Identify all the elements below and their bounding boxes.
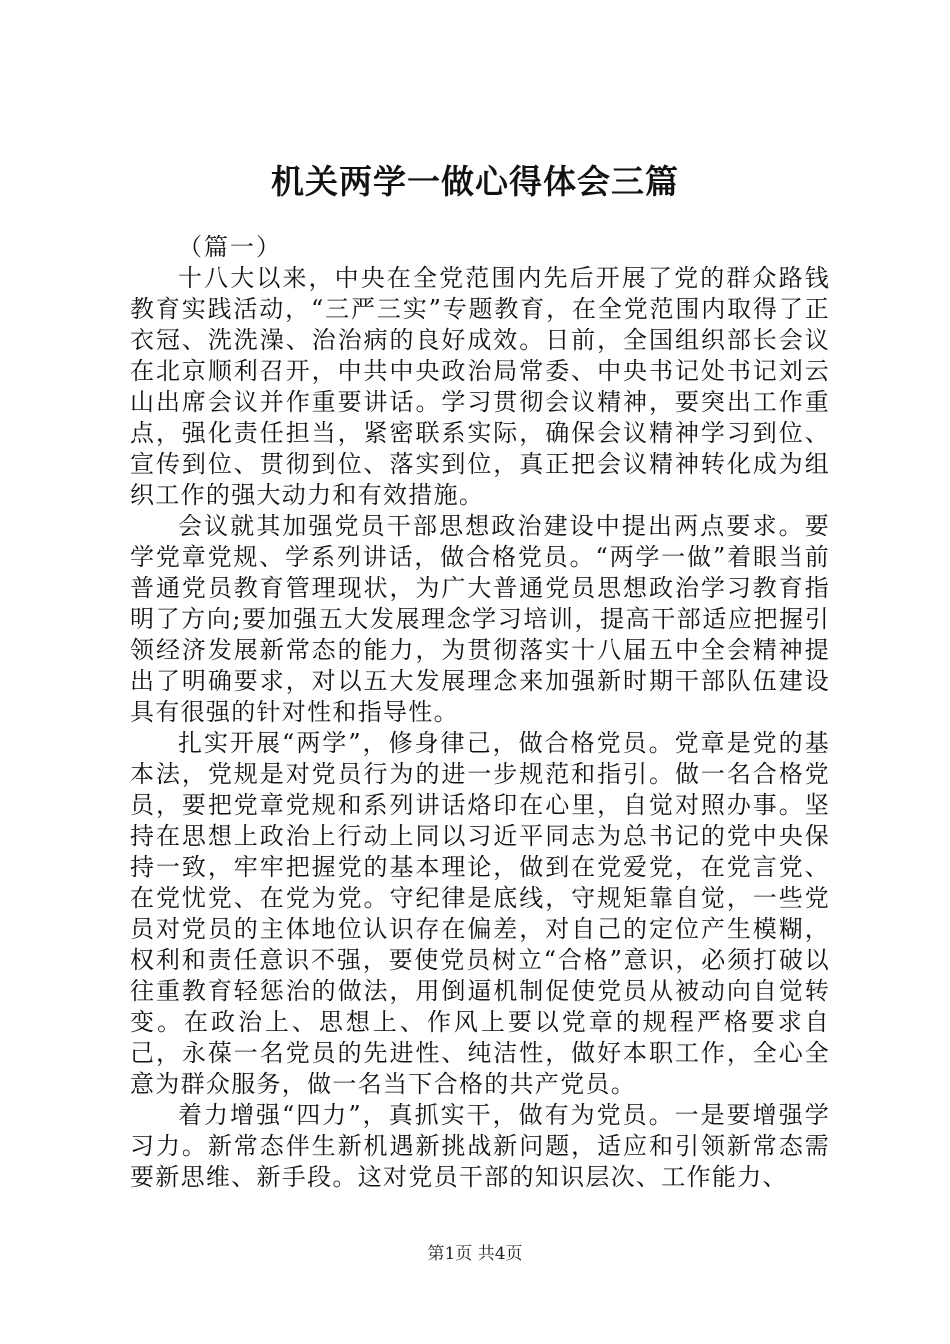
section-label: （篇一）: [178, 233, 282, 261]
page-number-footer: 第1页 共4页: [427, 1244, 523, 1264]
paragraph-2: 会议就其加强党员干部思想政治建设中提出两点要求。要学党章党规、学系列讲话，做合格党员。“两学一做”着眼当前普通党员教育管理现状，为广大普通党员思想政治学习教育指明了方向;要加强五大发展理念学习培训，提高干部适应把握引领经济发展新常态的能力，为贯彻落实十八届五中全会精神提出了明确要求，对以五大发展理念来加强新时期干部队伍建设具有很强的针对性和指导性。: [130, 512, 830, 726]
document-title: 机关两学一做心得体会三篇: [271, 162, 679, 201]
document-body: [130, 232, 830, 1193]
paragraph-4: 着力增强“四力”，真抓实干，做有为党员。一是要增强学习力。新常态伴生新机遇新挑战新问题，适应和引领新常态需要新思维、新手段。这对党员干部的知识层次、工作能力、: [130, 1101, 830, 1191]
paragraph-3: 扎实开展“两学”，修身律己，做合格党员。党章是党的基本法，党规是对党员行为的进一步规范和指引。做一名合格党员，要把党章党规和系列讲话烙印在心里，自觉对照办事。坚持在思想上政治上行动上同以习近平同志为总书记的党中央保持一致，牢牢把握党的基本理论，做到在党爱党，在党言党、在党忧党、在党为党。守纪律是底线，守规矩靠自觉，一些党员对党员的主体地位认识存在偏差，对自己的定位产生模糊，权利和责任意识不强，要使党员树立“合格”意识，必须打破以往重教育轻惩治的做法，用倒逼机制促使党员从被动向自觉转变。在政治上、思想上、作风上要以党章的规程严格要求自己，永葆一名党员的先进性、纯洁性，做好本职工作，全心全意为群众服务，做一名当下合格的共产党员。: [130, 729, 830, 1098]
paragraph-1: 十八大以来，中央在全党范围内先后开展了党的群众路钱教育实践活动，“三严三实”专题教育，在全党范围内取得了正衣冠、洗洗澡、治治病的良好成效。日前，全国组织部长会议在北京顺利召开，中共中央政治局常委、中央书记处书记刘云山出席会议并作重要讲话。学习贯彻会议精神，要突出工作重点，强化责任担当，紧密联系实际，确保会议精神学习到位、宣传到位、贯彻到位、落实到位，真正把会议精神转化成为组织工作的强大动力和有效措施。: [130, 264, 830, 509]
